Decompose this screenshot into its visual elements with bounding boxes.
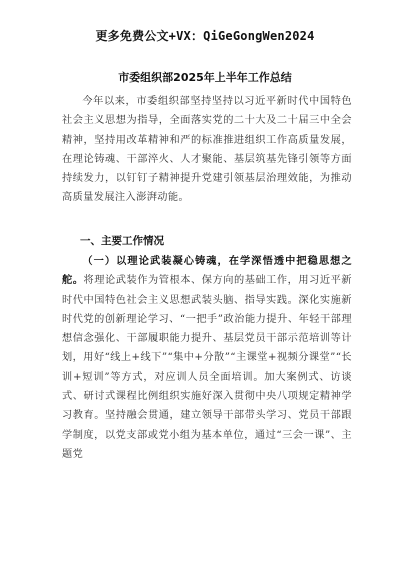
subsection-paragraph — [62, 252, 352, 464]
subsection-heading: （一）以理论武装凝心铸魂，在学深悟透中把稳思想之舵。 — [62, 256, 352, 287]
subsection-body: 将理论武装作为管根本、保方向的基础工作，用习近平新时代中国特色社会主义思想武装头脑、指导实践。深化实施新时代党的创新理论学习、“一把手”政治能力提升、年轻干部理想信念强化、干部履职能力提升、基层党员干部示范培训等计划，用好“线上+线下”“集中+分散”“主课堂+视频分课堂”“长训+短训”等方式，对应训人员全面培训。加大案例式、访谈式、研讨式课程比例组织实施好深入贯彻中央八项规定精神学习教育。坚持融会贯通，建立领导干部带头学习、党员干部跟学制度，以党支部或党小组为基本单位，通过“三会一课”、主题党 — [62, 275, 352, 460]
document-title: 市委组织部2025年上半年工作总结 — [118, 71, 292, 84]
section-heading: 一、主要工作情况 — [80, 235, 164, 247]
intro-paragraph: 今年以来，市委组织部坚持坚持以习近平新时代中国特色社会主义思想为指导，全面落实党的二十大及二十届三中全会精神，坚持用改革精神和严的标准推进组织工作高质量发展，在理论铸魂、干部淬火、人才聚能、基层筑基先锋引领等方面持续发力，以钉钉子精神提升党建引领基层治理效能，为推动高质量发展注入澎湃动能。 — [62, 96, 352, 204]
promo-banner: 更多免费公文+VX：QiGeGongWen2024 — [95, 29, 315, 43]
